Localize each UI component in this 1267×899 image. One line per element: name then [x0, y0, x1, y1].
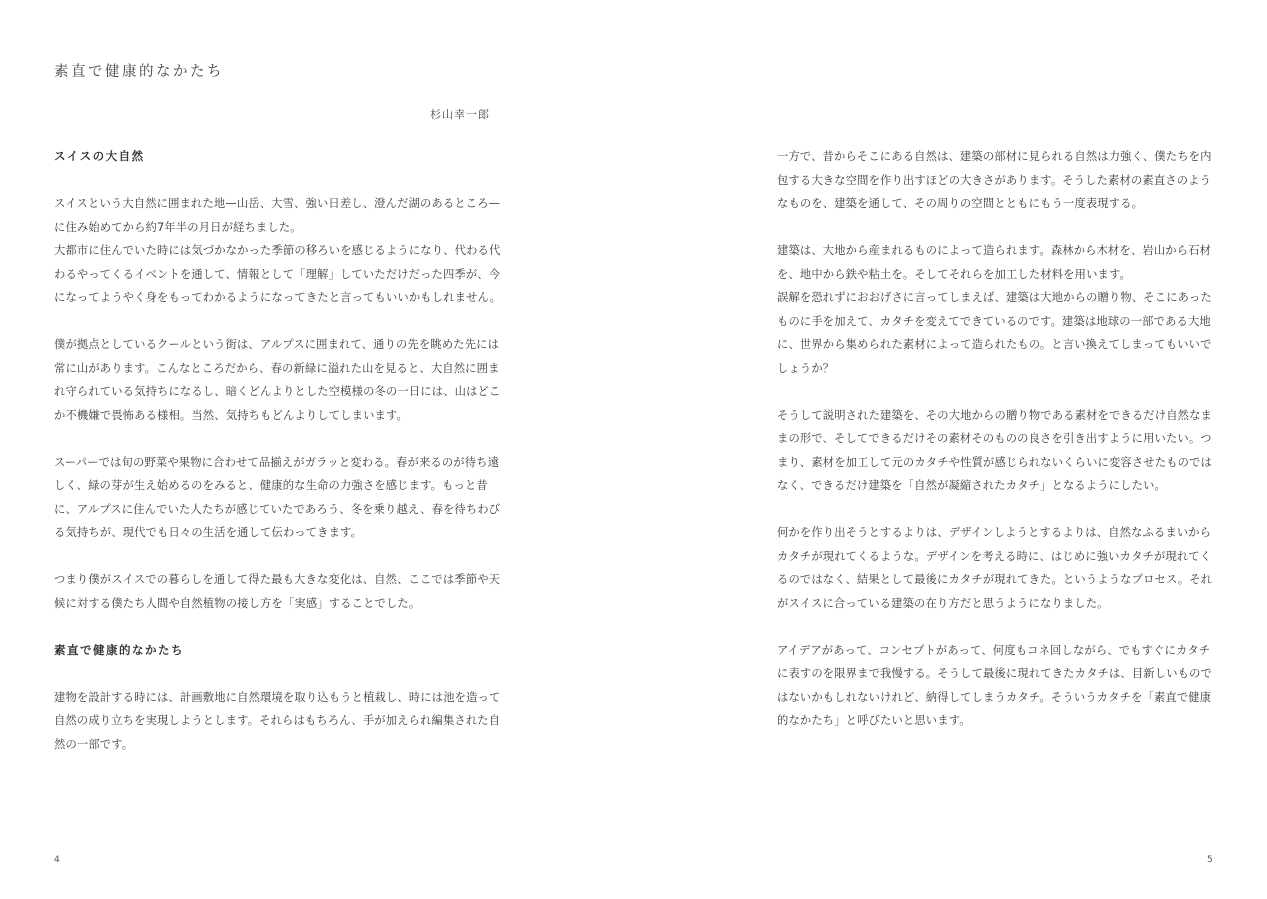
section-heading-nature: スイスの大自然: [54, 149, 145, 163]
paragraph: スーパーでは旬の野菜や果物に合わせて品揃えがガラッと変わる。春が来るのが待ち遠しく、緑の芽が生え始めるのをみると、健康的な生命の力強さを感じます。もっと昔に、アルプスに住んでいた人たちが感じていたであろう、冬を乗り越え、春を待ちわびる気持ちが、現代でも日々の生活を通して伝わってきます。: [54, 455, 501, 539]
page-number-right: 5: [1207, 855, 1213, 865]
author-name: 杉山幸一郎: [430, 108, 490, 121]
paragraph: 一方で、昔からそこにある自然は、建築の部材に見られる自然は力強く、僕たちを内包する大きな空間を作り出すほどの大きさがあります。そうした素材の素直さのようなものを、建築を通して、その周りの空間とともにもう一度表現する。: [777, 150, 1212, 210]
paragraph: スイスという大自然に囲まれた地—山岳、大雪、強い日差し、澄んだ湖のあるところ—に住み始めてから約7年半の月日が経ちました。: [54, 197, 501, 234]
paragraph: 建物を設計する時には、計画敷地に自然環境を取り込もうと植栽し、時には池を造って自然の成り立ちを実現しようとします。それらはもちろん、手が加えられ編集された自然の一部です。: [54, 690, 501, 751]
paragraph: 建築は、大地から産まれるものによって造られます。森林から木材を、岩山から石材を、地中から鉄や粘土を。そしてそれらを加工した材料を用います。: [777, 244, 1212, 281]
right-body: [777, 145, 1217, 733]
right-page: [777, 0, 1217, 899]
left-page: [54, 0, 504, 899]
paragraph: アイデアがあって、コンセプトがあって、何度もコネ回しながら、でもすぐにカタチに表すのを限界まで我慢する。そうして最後に現れてきたカタチは、目新しいものではないかもしれないけれど、納得してしまうカタチ。そういうカタチを「素直で健康的なかたち」と呼びたいと思います。: [777, 643, 1212, 727]
article-title: 素直で健康的なかたち: [54, 64, 224, 80]
section-heading-healthy-form: 素直で健康的なかたち: [54, 642, 184, 657]
paragraph: 僕が拠点としているクールという街は、アルプスに囲まれて、通りの先を眺めた先には常に山があります。こんなところだから、春の新緑に溢れた山を見ると、大自然に囲まれ守られている気持ちになるし、暗くどんよりとした空模様の冬の一日には、山はどこか不機嫌で畏怖ある様相。当然、気持ちもどんよりしてしまいます。: [54, 338, 501, 422]
paragraph: 大都市に住んでいた時には気づかなかった季節の移ろいを感じるようになり、代わる代わるやってくるイベントを通して、情報として「理解」していただけだった四季が、今になってようやく身をもってわかるようになってきたと言ってもいいかもしれません。: [54, 244, 502, 304]
paragraph: つまり僕がスイスでの暮らしを通して得た最も大きな変化は、自然、ここでは季節や天候に対する僕たち人間や自然植物の接し方を「実感」することでした。: [54, 573, 501, 610]
paragraph: そうして説明された建築を、その大地からの贈り物である素材をできるだけ自然なままの形で、そしてできるだけその素材そのものの良さを引き出すように用いたい。つまり、素材を加工して元のカタチや性質が感じられないくらいに変容させたものではなく、できるだけ建築を「自然が凝縮されたカタチ」となるようにしたい。: [777, 408, 1212, 492]
paragraph: 何かを作り出そうとするよりは、デザインしようとするよりは、自然なふるまいからカタチが現れてくるような。デザインを考える時に、はじめに強いカタチが現れてくるのではなく、結果として最後にカタチが現れてきた。というようなプロセス。それがスイスに合っている建築の在り方だと思うようになりました。: [777, 526, 1213, 610]
left-body: [54, 145, 504, 756]
page-number-left: 4: [54, 855, 60, 865]
paragraph: 誤解を恐れずにおおげさに言ってしまえば、建築は大地からの贈り物、そこにあったものに手を加えて、カタチを変えてできているのです。建築は地球の一部である大地に、世界から集められた素材によって造られたもの。と言い換えてしまってもいいでしょうか？: [777, 291, 1212, 375]
